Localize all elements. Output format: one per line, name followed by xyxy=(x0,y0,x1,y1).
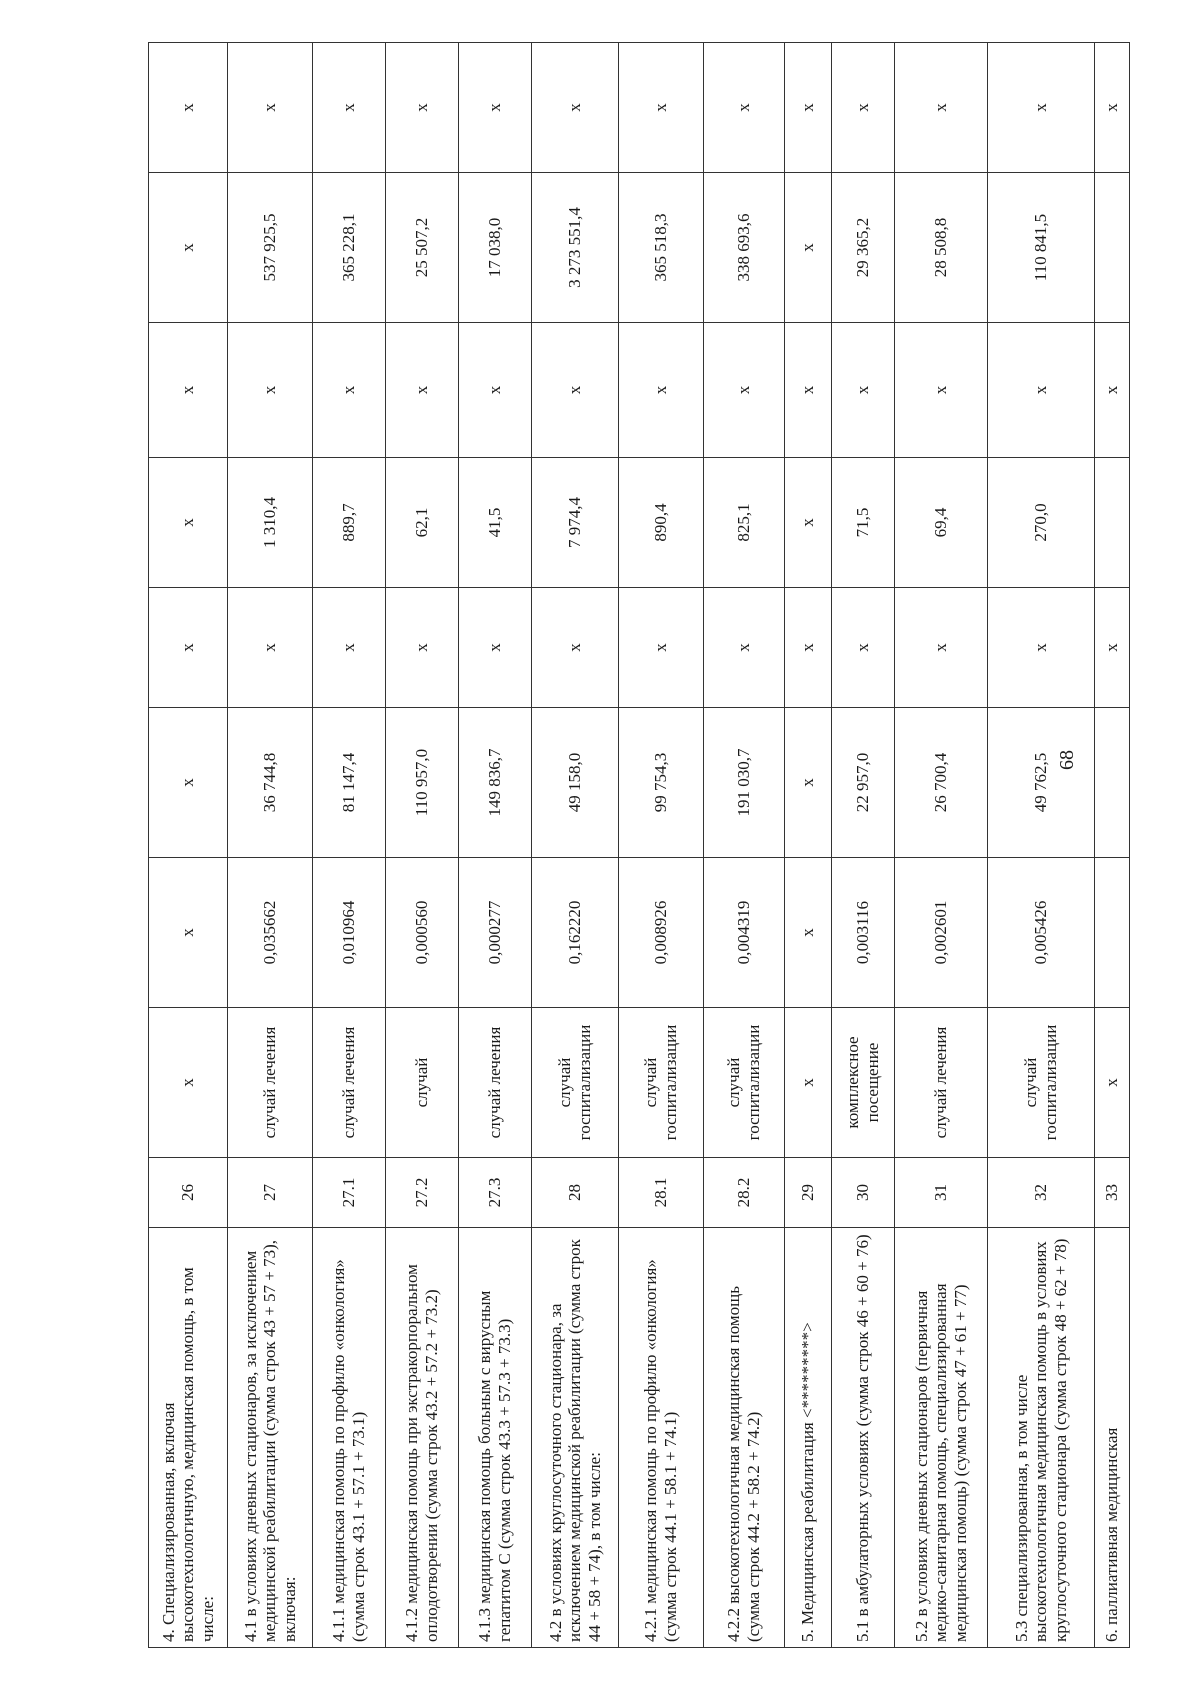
value-cell: 110 841,5 xyxy=(988,173,1095,323)
value-cell: х xyxy=(313,588,386,708)
table-row xyxy=(988,43,1095,1648)
value-cell: х xyxy=(785,323,832,458)
value-cell: 1 310,4 xyxy=(228,458,313,588)
value-cell: х xyxy=(386,43,459,173)
value-cell: х xyxy=(704,588,785,708)
value-cell: х xyxy=(149,458,228,588)
row-number: 28.2 xyxy=(704,1158,785,1228)
row-name: 4. Специализированная, включая высокотехнологичную, медицинская помощь, в том числе: xyxy=(149,1228,228,1648)
value-cell xyxy=(1095,708,1130,858)
value-cell: 62,1 xyxy=(386,458,459,588)
value-cell xyxy=(1095,173,1130,323)
table-row xyxy=(785,43,832,1648)
row-number: 26 xyxy=(149,1158,228,1228)
value-cell: 365 228,1 xyxy=(313,173,386,323)
unit-cell: случай лечения xyxy=(228,1008,313,1158)
value-cell: 17 038,0 xyxy=(459,173,532,323)
value-cell: 270,0 xyxy=(988,458,1095,588)
value-cell: х xyxy=(459,43,532,173)
value-cell: х xyxy=(988,588,1095,708)
value-cell: 0,000277 xyxy=(459,858,532,1008)
value-cell: 3 273 551,4 xyxy=(532,173,619,323)
value-cell: х xyxy=(895,43,988,173)
table-row xyxy=(313,43,386,1648)
unit-cell: случай госпитализации xyxy=(532,1008,619,1158)
value-cell: х xyxy=(149,173,228,323)
value-cell: 191 030,7 xyxy=(704,708,785,858)
row-name: 4.2.1 медицинская помощь по профилю «онкология» (сумма строк 44.1 + 58.1 + 74.1) xyxy=(619,1228,704,1648)
value-cell: 0,035662 xyxy=(228,858,313,1008)
value-cell: 69,4 xyxy=(895,458,988,588)
value-cell: 0,003116 xyxy=(832,858,895,1008)
value-cell: х xyxy=(895,588,988,708)
row-name: 5. Медицинская реабилитация <*********> xyxy=(785,1228,832,1648)
value-cell: х xyxy=(313,43,386,173)
row-number: 27.3 xyxy=(459,1158,532,1228)
value-cell: х xyxy=(785,173,832,323)
row-number: 33 xyxy=(1095,1158,1130,1228)
row-number: 28 xyxy=(532,1158,619,1228)
table-row xyxy=(386,43,459,1648)
table-row xyxy=(619,43,704,1648)
financing-table xyxy=(148,42,1130,1648)
value-cell: х xyxy=(988,323,1095,458)
value-cell: х xyxy=(619,323,704,458)
value-cell: х xyxy=(532,43,619,173)
value-cell: х xyxy=(459,588,532,708)
value-cell: 365 518,3 xyxy=(619,173,704,323)
unit-cell: случай госпитализации xyxy=(619,1008,704,1158)
row-name: 6. паллиативная медицинская xyxy=(1095,1228,1130,1648)
value-cell: х xyxy=(619,43,704,173)
value-cell: х xyxy=(704,43,785,173)
row-name: 4.2 в условиях круглосуточного стационара, за исключением медицинской реабилитации (сумма строк 44 + 58 + 74), в том числе: xyxy=(532,1228,619,1648)
table-row xyxy=(704,43,785,1648)
value-cell: 71,5 xyxy=(832,458,895,588)
value-cell: 49 158,0 xyxy=(532,708,619,858)
value-cell: 49 762,5 xyxy=(988,708,1095,858)
value-cell: 0,010964 xyxy=(313,858,386,1008)
table-row xyxy=(459,43,532,1648)
value-cell: х xyxy=(149,708,228,858)
value-cell: х xyxy=(832,588,895,708)
value-cell xyxy=(1095,858,1130,1008)
row-number: 27.1 xyxy=(313,1158,386,1228)
value-cell: х xyxy=(228,323,313,458)
value-cell: 537 925,5 xyxy=(228,173,313,323)
value-cell: х xyxy=(785,588,832,708)
row-number: 27.2 xyxy=(386,1158,459,1228)
value-cell: 81 147,4 xyxy=(313,708,386,858)
row-number: 32 xyxy=(988,1158,1095,1228)
row-name: 4.1 в условиях дневных стационаров, за исключением медицинской реабилитации (сумма строк 43 + 57 + 73), включая: xyxy=(228,1228,313,1648)
value-cell: 0,004319 xyxy=(704,858,785,1008)
unit-cell: комплексное посещение xyxy=(832,1008,895,1158)
value-cell: х xyxy=(895,323,988,458)
row-name: 5.2 в условиях дневных стационаров (первичная медико-санитарная помощь, специализированная медицинская помощь) (сумма строк 47 + 61 + 77) xyxy=(895,1228,988,1648)
unit-cell: случай госпитализации xyxy=(988,1008,1095,1158)
value-cell: х xyxy=(228,43,313,173)
value-cell: 28 508,8 xyxy=(895,173,988,323)
value-cell: 890,4 xyxy=(619,458,704,588)
unit-cell: х xyxy=(785,1008,832,1158)
value-cell: 26 700,4 xyxy=(895,708,988,858)
value-cell: х xyxy=(532,323,619,458)
value-cell: х xyxy=(785,708,832,858)
row-name: 4.2.2 высокотехнологичная медицинская помощь (сумма строк 44.2 + 58.2 + 74.2) xyxy=(704,1228,785,1648)
value-cell: х xyxy=(785,858,832,1008)
unit-cell: случай госпитализации xyxy=(704,1008,785,1158)
value-cell: 0,162220 xyxy=(532,858,619,1008)
value-cell: х xyxy=(313,323,386,458)
value-cell: 825,1 xyxy=(704,458,785,588)
value-cell: х xyxy=(785,458,832,588)
row-number: 29 xyxy=(785,1158,832,1228)
row-number: 27 xyxy=(228,1158,313,1228)
table-row xyxy=(228,43,313,1648)
table-row xyxy=(832,43,895,1648)
unit-cell: случай xyxy=(386,1008,459,1158)
table-row xyxy=(895,43,988,1648)
value-cell: х xyxy=(532,588,619,708)
value-cell: 0,000560 xyxy=(386,858,459,1008)
rotated-table-wrapper xyxy=(148,43,1122,1648)
row-name: 4.1.3 медицинская помощь больным с вирусным гепатитом С (сумма строк 43.3 + 57.3 + 73.3) xyxy=(459,1228,532,1648)
value-cell: х xyxy=(228,588,313,708)
value-cell: х xyxy=(1095,43,1130,173)
unit-cell: случай лечения xyxy=(313,1008,386,1158)
value-cell: х xyxy=(386,588,459,708)
value-cell: 41,5 xyxy=(459,458,532,588)
value-cell: х xyxy=(832,43,895,173)
value-cell: х xyxy=(785,43,832,173)
value-cell: х xyxy=(149,858,228,1008)
value-cell: х xyxy=(1095,588,1130,708)
value-cell: 25 507,2 xyxy=(386,173,459,323)
table-row xyxy=(532,43,619,1648)
value-cell: 0,005426 xyxy=(988,858,1095,1008)
row-name: 5.1 в амбулаторных условиях (сумма строк 46 + 60 + 76) xyxy=(832,1228,895,1648)
unit-cell: случай лечения xyxy=(459,1008,532,1158)
value-cell: 99 754,3 xyxy=(619,708,704,858)
value-cell: х xyxy=(832,323,895,458)
row-number: 28.1 xyxy=(619,1158,704,1228)
row-number: 30 xyxy=(832,1158,895,1228)
value-cell xyxy=(1095,458,1130,588)
value-cell: 338 693,6 xyxy=(704,173,785,323)
value-cell: 7 974,4 xyxy=(532,458,619,588)
table-row xyxy=(149,43,228,1648)
value-cell: х xyxy=(149,588,228,708)
unit-cell: х xyxy=(1095,1008,1130,1158)
value-cell: 149 836,7 xyxy=(459,708,532,858)
value-cell: 110 957,0 xyxy=(386,708,459,858)
value-cell: 0,008926 xyxy=(619,858,704,1008)
row-number: 31 xyxy=(895,1158,988,1228)
table-row xyxy=(1095,43,1130,1648)
value-cell: 889,7 xyxy=(313,458,386,588)
value-cell: 29 365,2 xyxy=(832,173,895,323)
value-cell: 36 744,8 xyxy=(228,708,313,858)
value-cell: х xyxy=(619,588,704,708)
value-cell: 22 957,0 xyxy=(832,708,895,858)
row-name: 4.1.2 медицинская помощь при экстракорпоральном оплодотворении (сумма строк 43.2 + 57.2 + 73.2) xyxy=(386,1228,459,1648)
value-cell: х xyxy=(149,323,228,458)
value-cell: х xyxy=(386,323,459,458)
unit-cell: х xyxy=(149,1008,228,1158)
row-name: 4.1.1 медицинская помощь по профилю «онкология» (сумма строк 43.1 + 57.1 + 73.1) xyxy=(313,1228,386,1648)
value-cell: х xyxy=(1095,323,1130,458)
unit-cell: случай лечения xyxy=(895,1008,988,1158)
value-cell: х xyxy=(988,43,1095,173)
value-cell: х xyxy=(149,43,228,173)
value-cell: х xyxy=(459,323,532,458)
page-number: 68 xyxy=(1056,750,1078,770)
value-cell: 0,002601 xyxy=(895,858,988,1008)
row-name: 5.3 специализированная, в том числе высокотехнологичная медицинская помощь в условиях круглосуточного стационара (сумма строк 48 + 62 + 78) xyxy=(988,1228,1095,1648)
value-cell: х xyxy=(704,323,785,458)
